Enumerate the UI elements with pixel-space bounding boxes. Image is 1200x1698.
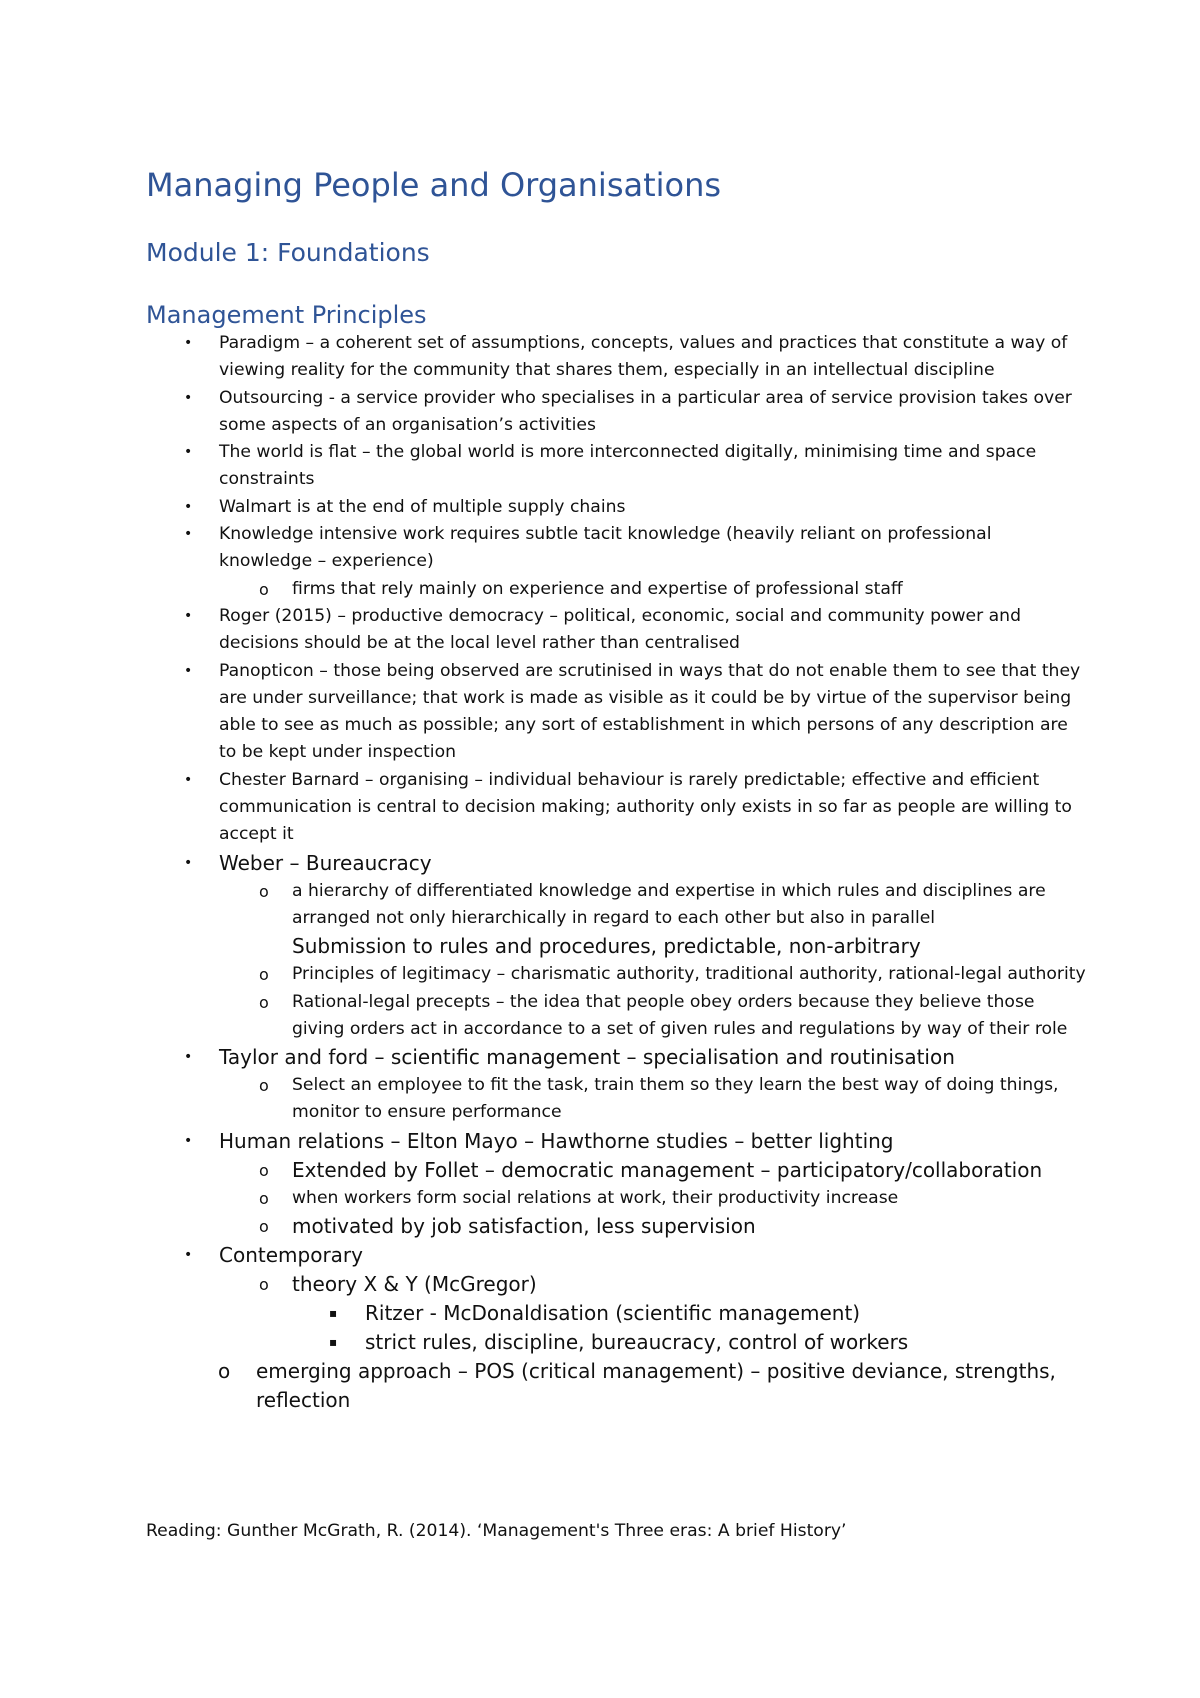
list-item-text: Contemporary [219, 1243, 363, 1268]
bullet-marker: o [259, 1160, 269, 1180]
bullet-marker: • [184, 444, 193, 461]
list-item [146, 1156, 1086, 1185]
list-item [146, 603, 1086, 658]
list-item [146, 932, 1086, 961]
bullet-marker: o [259, 881, 269, 901]
list-item-text: Principles of legitimacy – charismatic authority, traditional authority, rational-legal authority [292, 964, 1086, 985]
list-item [146, 1357, 1086, 1415]
list-item-text: Chester Barnard – organising – individual behaviour is rarely predictable; effective and efficient communication is central to decision making; authority only exists in so far as people are willing to accept it [219, 769, 1072, 845]
bullet-marker: o [259, 992, 269, 1012]
bullet-marker: o [259, 1275, 269, 1295]
list-item [146, 521, 1086, 576]
list-item [146, 576, 1086, 603]
list-item [146, 330, 1086, 385]
section-heading: Management Principles [146, 301, 427, 329]
list-item [146, 1043, 1086, 1072]
list-item [146, 878, 1086, 933]
bullet-marker: • [184, 335, 193, 351]
list-item-text: Panopticon – those being observed are scrutinised in ways that do not enable them to see that they are under surveillance; that work is made as visible as it could be by virtue of the supervisor being able to see as much as possible; any sort of establishment in which persons of any description are to be kept under inspection [219, 660, 1081, 763]
bullet-marker: • [184, 1132, 193, 1149]
list-item [146, 1241, 1086, 1270]
list-item-text: Taylor and ford – scientific management – specialisation and routinisation [219, 1045, 955, 1070]
list-item [146, 439, 1086, 494]
list-item [146, 989, 1086, 1044]
notes-list [146, 330, 1086, 1415]
bullet-marker: • [184, 607, 193, 624]
bullet-marker: • [184, 389, 193, 406]
list-item-text: Knowledge intensive work requires subtle tacit knowledge (heavily reliant on professional knowledge – experience) [219, 524, 992, 572]
module-heading: Module 1: Foundations [146, 238, 430, 267]
list-item-text: Extended by Follet – democratic management – participatory/collaboration [292, 1157, 1043, 1182]
list-item [146, 494, 1086, 521]
bullet-marker: • [184, 1049, 193, 1066]
list-item-text: Rational-legal precepts – the idea that people obey orders because they believe those giving orders act in accordance to a set of given rules and regulations by way of their role [292, 991, 1068, 1039]
bullet-marker: • [184, 1247, 193, 1264]
list-item-text: motivated by job satisfaction, less supervision [292, 1214, 756, 1239]
bullet-marker: • [184, 526, 193, 543]
document-title: Managing People and Organisations [146, 166, 722, 204]
list-item-text: theory X & Y (McGregor) [292, 1272, 537, 1297]
list-item [146, 658, 1086, 767]
list-item-text: Ritzer - McDonaldisation (scientific management) [365, 1301, 861, 1326]
list-item-text: strict rules, discipline, bureaucracy, control of workers [365, 1330, 909, 1355]
reading-reference: Reading: Gunther McGrath, R. (2014). ‘Management's Three eras: A brief History’ [146, 1521, 847, 1541]
bullet-marker: ▪ [329, 1306, 338, 1321]
list-item-text: firms that rely mainly on experience and expertise of professional staff [292, 578, 903, 599]
bullet-marker: • [184, 771, 193, 788]
list-item-text: Select an employee to fit the task, train them so they learn the best way of doing things, monitor to ensure performance [292, 1075, 1059, 1123]
list-item [146, 1270, 1086, 1299]
bullet-marker: o [218, 1359, 231, 1384]
list-item [146, 849, 1086, 878]
bullet-marker: ▪ [329, 1335, 338, 1350]
bullet-marker: o [259, 1076, 269, 1096]
list-item [146, 767, 1086, 849]
bullet-marker: • [184, 854, 193, 871]
list-item-text: Roger (2015) – productive democracy – political, economic, social and community power and decisions should be at the local level rather than centralised [219, 605, 1021, 654]
list-item-text: when workers form social relations at work, their productivity increase [292, 1187, 899, 1208]
list-item-text: Walmart is at the end of multiple supply chains [219, 496, 626, 517]
list-item-text: Weber – Bureaucracy [219, 850, 432, 875]
list-item [146, 1212, 1086, 1241]
list-item [146, 1127, 1086, 1156]
list-item-text: Paradigm – a coherent set of assumptions, concepts, values and practices that constitute a way of viewing reality for the community that shares them, especially in an intellectual discipline [219, 333, 1068, 381]
bullet-marker: o [259, 965, 269, 985]
list-item-text: Human relations – Elton Mayo – Hawthorne studies – better lighting [219, 1128, 894, 1153]
bullet-marker: • [184, 498, 193, 515]
list-item [146, 1328, 1086, 1357]
list-item-text: Submission to rules and procedures, predictable, non-arbitrary [292, 934, 921, 959]
list-item [146, 1299, 1086, 1328]
list-item-text: The world is flat – the global world is more interconnected digitally, minimising time and space constraints [219, 442, 1037, 490]
list-item [146, 385, 1086, 440]
list-item [146, 1072, 1086, 1127]
bullet-marker: o [259, 579, 269, 599]
bullet-marker: o [259, 1217, 269, 1237]
list-item-text: Outsourcing - a service provider who specialises in a particular area of service provision takes over some aspects of an organisation’s activities [219, 387, 1072, 435]
list-item [146, 1185, 1086, 1212]
list-item [146, 961, 1086, 988]
list-item-text: a hierarchy of differentiated knowledge and expertise in which rules and disciplines are arranged not only hierarchically in regard to each other but also in parallel [292, 880, 1046, 928]
bullet-marker: o [259, 1188, 269, 1208]
list-item-text: emerging approach – POS (critical management) – positive deviance, strengths, reflection [256, 1359, 1056, 1413]
bullet-marker: • [184, 662, 193, 679]
